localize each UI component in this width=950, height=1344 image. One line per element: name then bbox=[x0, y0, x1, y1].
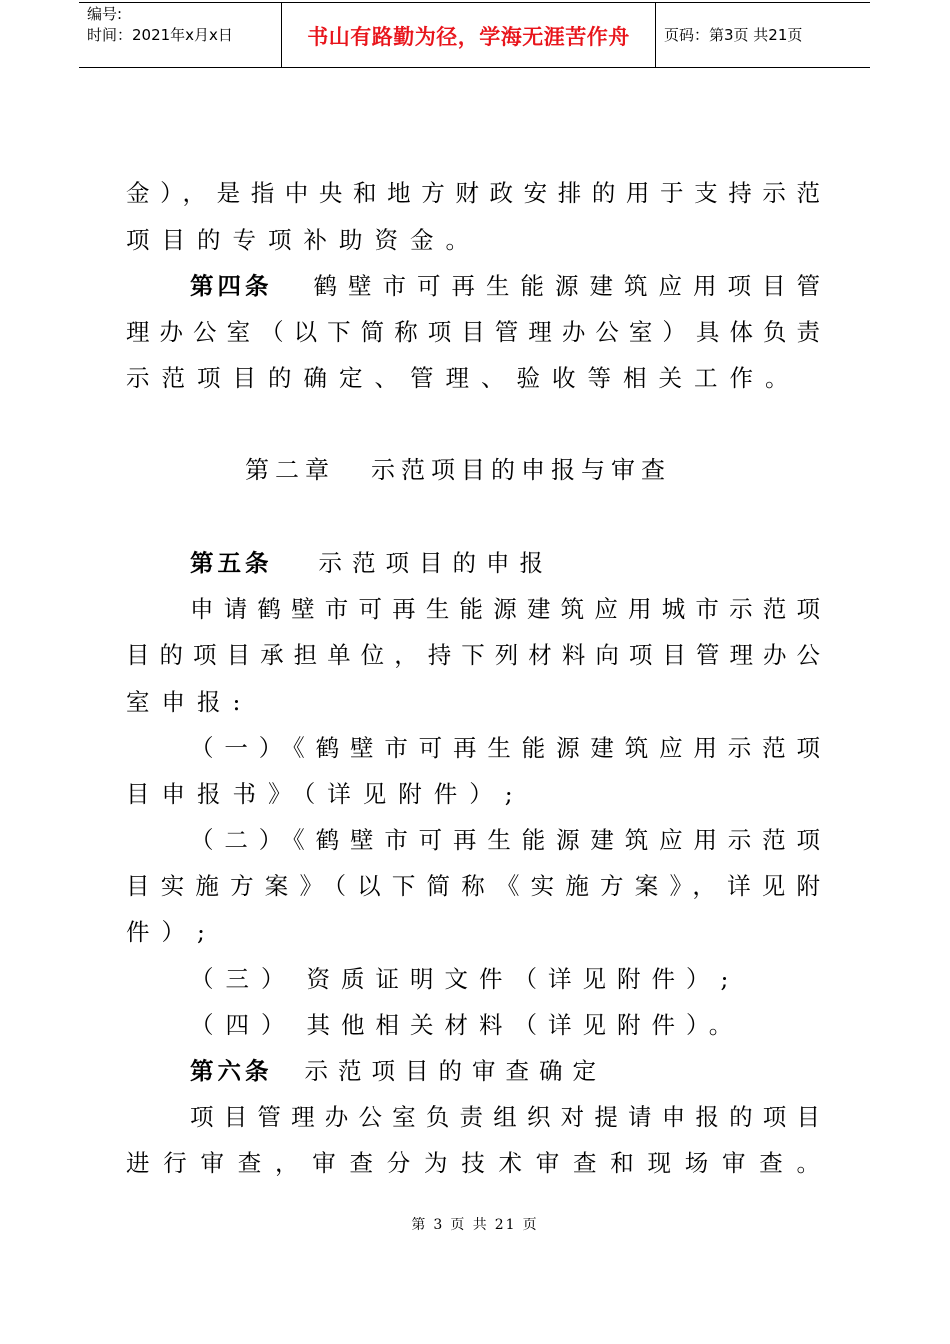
page-footer bbox=[0, 1214, 950, 1234]
body-line: 申请鹤壁市可再生能源建筑应用城市示范项 bbox=[190, 595, 820, 623]
footer-total-pages: 21 bbox=[494, 1217, 517, 1233]
footer-middle: 页 共 bbox=[450, 1217, 489, 1233]
body-line: 件）; bbox=[126, 918, 217, 946]
body-line: 进行审查，审查分为技术审查和现场审查。 bbox=[126, 1149, 820, 1177]
body-line: 金），是指中央和地方财政安排的用于支持示范 bbox=[126, 179, 820, 207]
list-item-2: （二）《鹤壁市可再生能源建筑应用示范项 bbox=[190, 826, 820, 854]
list-item-4-number: （四） bbox=[190, 1011, 297, 1039]
list-item-3-number: （三） bbox=[190, 965, 297, 993]
article-5-title: 第五条 bbox=[190, 549, 273, 577]
header-bottom-rule bbox=[79, 67, 870, 68]
header-time-label: 时间：2021年x月x日 bbox=[87, 26, 233, 44]
list-item-4-text: 其他相关材料（详见附件）。 bbox=[306, 1011, 744, 1039]
article-4-title: 第四条 bbox=[190, 272, 273, 300]
footer-prefix: 第 bbox=[411, 1217, 428, 1233]
body-line: 项目管理办公室负责组织对提请申报的项目 bbox=[190, 1103, 820, 1131]
footer-current-page: 3 bbox=[433, 1217, 445, 1233]
list-item-3 bbox=[190, 962, 820, 996]
article-6-title: 第六条 bbox=[190, 1057, 273, 1085]
body-line: 目的项目承担单位，持下列材料向项目管理办公 bbox=[126, 641, 820, 669]
body-line: 室申报: bbox=[126, 688, 253, 716]
article-4-line bbox=[190, 269, 831, 303]
body-line: 目申报书》（详见附件）; bbox=[126, 780, 525, 808]
body-line: 项目的专项补助资金。 bbox=[126, 226, 481, 254]
list-item-4 bbox=[190, 1008, 820, 1042]
article-6-line bbox=[190, 1054, 820, 1088]
list-item-3-text: 资质证明文件（详见附件）; bbox=[306, 965, 740, 993]
header-meta bbox=[87, 4, 233, 46]
header-page-info: 页码：第3页 共21页 bbox=[664, 26, 803, 44]
chapter-number: 第二章 bbox=[245, 456, 335, 484]
article-6-heading: 示范项目的审查确定 bbox=[304, 1057, 606, 1085]
header-motto: 书山有路勤为径，学海无涯苦作舟 bbox=[307, 25, 630, 49]
list-item-1: （一）《鹤壁市可再生能源建筑应用示范项 bbox=[190, 734, 820, 762]
article-4-text: 鹤壁市可再生能源建筑应用项目管 bbox=[313, 272, 831, 300]
article-5-heading: 示范项目的申报 bbox=[318, 549, 553, 577]
body-line: 理办公室（以下简称项目管理办公室）具体负责 bbox=[126, 318, 820, 346]
footer-suffix: 页 bbox=[522, 1217, 539, 1233]
header-number-label: 编号: bbox=[87, 5, 123, 23]
chapter-heading bbox=[245, 453, 671, 487]
page-header bbox=[79, 2, 870, 68]
body-line: 目实施方案》（以下简称《实施方案》，详见附 bbox=[126, 872, 820, 900]
header-top-rule bbox=[79, 2, 870, 3]
article-5-line bbox=[190, 546, 820, 580]
body-line: 示范项目的确定、管理、验收等相关工作。 bbox=[126, 364, 801, 392]
chapter-title: 示范项目的申报与审查 bbox=[371, 456, 671, 484]
header-divider-right bbox=[655, 2, 656, 68]
